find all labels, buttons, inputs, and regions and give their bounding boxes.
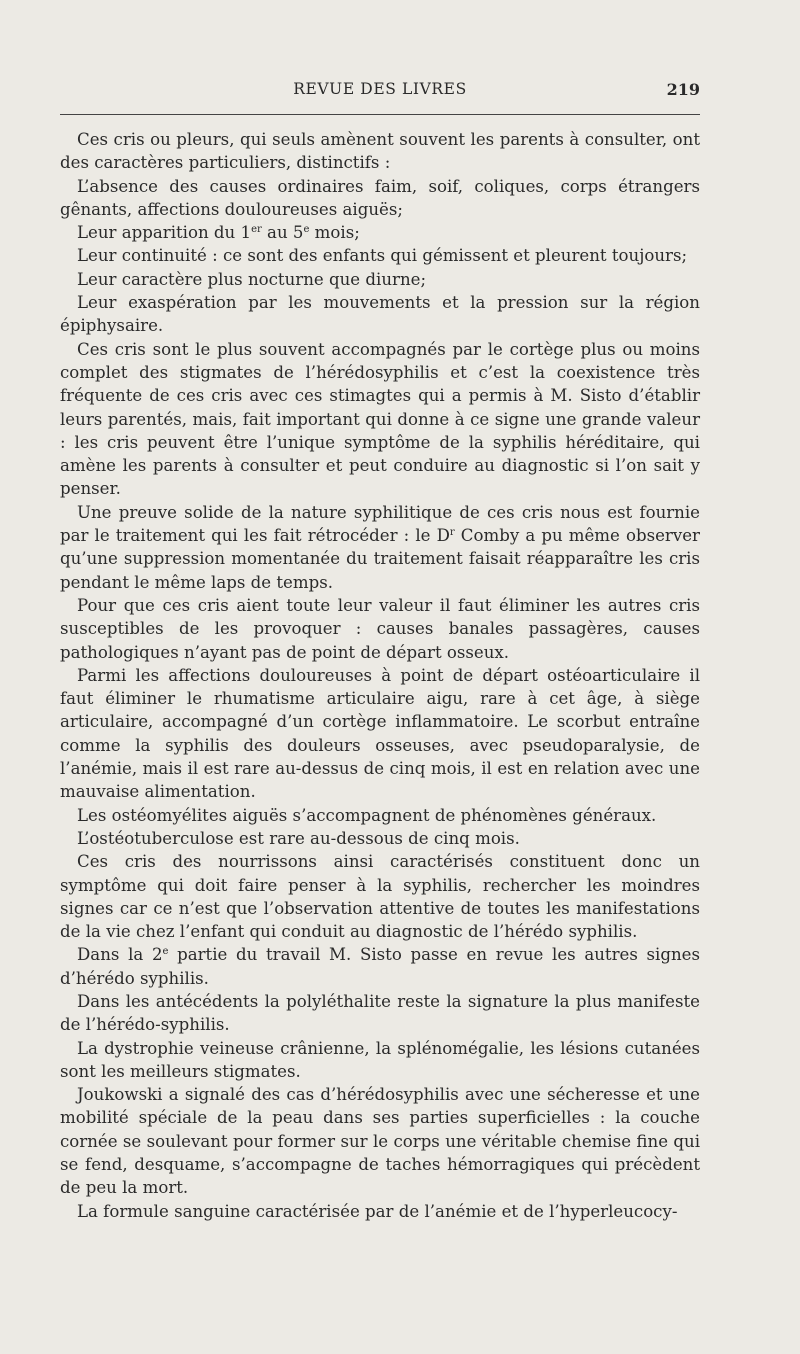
paragraph: Leur exaspération par les mouvements et la pression sur la région épiphysaire. [60,293,700,336]
paragraph: Ces cris ou pleurs, qui seuls amènent souvent les parents à consulter, ont des caractères particuliers, distinctifs : [60,130,700,173]
paragraph: Leur apparition du 1er au 5e mois; [77,223,360,243]
paragraph: Dans les antécédents la polyléthalite reste la signature la plus manifeste de l’hérédo-syphilis. [60,991,700,1035]
paragraph: La formule sanguine caractérisée par de l’anémie et de l’hyperleucocy- [77,1201,678,1221]
paragraph: L’ostéotuberculose est rare au-dessous de cinq mois. [77,828,520,848]
paragraph: Pour que ces cris aient toute leur valeur il faut éliminer les autres cris susceptibles de les provoquer : causes banales passagères, causes pathologiques n’ayant pas de point de départ osseux. [60,595,700,662]
paragraph: Leur continuité : ce sont des enfants qui gémissent et pleurent toujours; [77,246,688,266]
header-rule [60,114,700,115]
paragraph: L’absence des causes ordinaires faim, soif, coliques, corps étrangers gênants, affections douloureuses aiguës; [60,176,700,219]
paragraph: Ces cris des nourrissons ainsi caractérisés constituent donc un symptôme qui doit faire penser à la syphilis, rechercher les moindres signes car ce n’est que l’observation attentive de toutes les manifestations de la vie chez l’enfant qui conduit au diagnostic de l’hérédo syphilis. [60,852,700,942]
page-header [60,80,700,106]
page-number: 219 [666,80,700,99]
paragraph: Une preuve solide de la nature syphilitique de ces cris nous est fournie par le traitement qui les fait rétrocéder : le $D^r$ Comby a pu même observer qu’une suppression momentanée du traitement faisait réapparaître les cris pendant le même laps de temps. [60,502,700,592]
paragraph: Dans la 2e partie du travail M. Sisto passe en revue les autres signes d’hérédo syphilis. [60,945,700,988]
paragraph: La dystrophie veineuse crânienne, la splénomégalie, les lésions cutanées sont les meilleurs stigmates. [60,1038,700,1081]
running-title: REVUE DES LIVRES [293,80,467,98]
paragraph: Les ostéomyélites aiguës s’accompagnent de phénomènes généraux. [77,805,657,825]
paragraph: Parmi les affections douloureuses à point de départ ostéoarticulaire il faut éliminer le rhumatisme articulaire aigu, rare à cet âge, à siège articulaire, accompagné d’un cortège inflammatoire. Le scorbut entraîne comme la syphilis des douleurs osseuses, avec pseudoparalysie, de l’anémie, mais il est rare au-dessus de cinq mois, il est en relation avec une mauvaise alimentation. [60,665,700,802]
paragraph: Ces cris sont le plus souvent accompagnés par le cortège plus ou moins complet des stigmates de l’hérédosyphilis et c’est la coexistence très fréquente de ces cris avec ces stimagtes qui a permis à M. Sisto d’établir leurs parentés, mais, fait important qui donne à ce signe une grande valeur : les cris peuvent être l’unique symptôme de la syphilis héréditaire, qui amène les parents à consulter et peut conduire au diagnostic si l’on sait y penser. [60,339,700,499]
paragraph: Leur caractère plus nocturne que diurne; [77,269,427,289]
article-body [60,128,700,1223]
paragraph: Joukowski a signalé des cas d’hérédosyphilis avec une sécheresse et une mobilité spéciale de la peau dans ses parties superficielles : la couche cornée se soulevant pour former sur le corps une véritable chemise fine qui se fend, desquame, s’accompagne de taches hémorragiques qui précèdent de peu la mort. [60,1085,700,1198]
